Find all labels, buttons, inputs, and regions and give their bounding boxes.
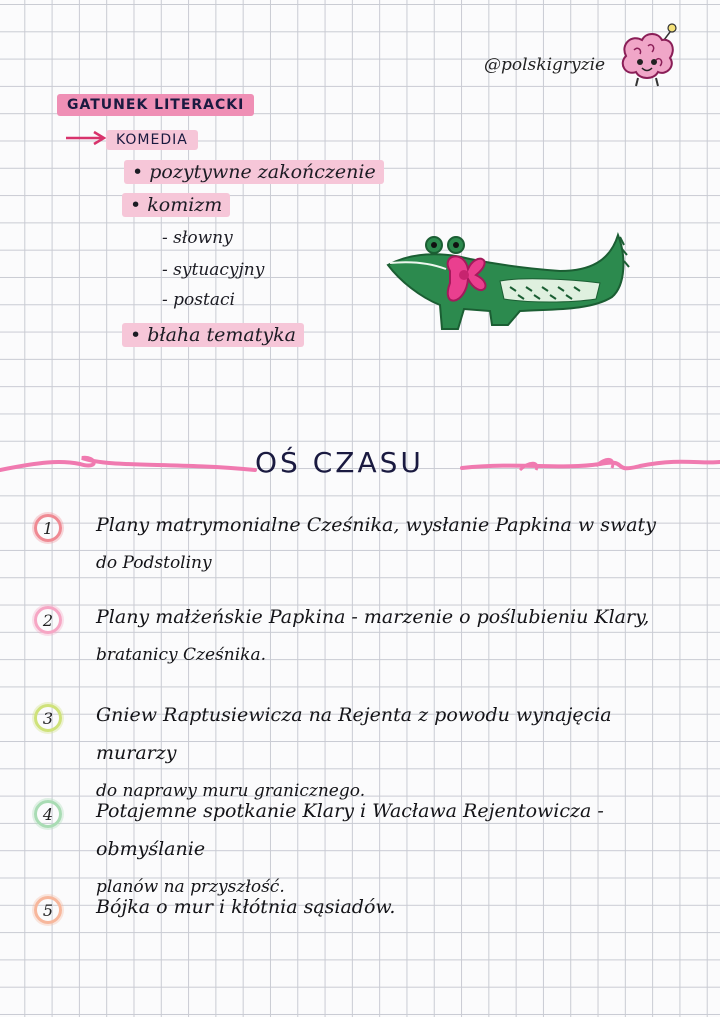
event-text-line: Plany małżeńskie Papkina - marzenie o poślubieniu Klary, bbox=[96, 606, 650, 628]
event-number-badge: 3 bbox=[34, 704, 62, 732]
event-text-line: Plany matrymonialne Cześnika, wysłanie Papkina w swaty bbox=[96, 514, 656, 536]
timeline-title: OŚ CZASU bbox=[255, 446, 424, 479]
bullet-theme: • błaha tematyka bbox=[122, 323, 304, 347]
event-number-badge: 2 bbox=[34, 606, 62, 634]
comedy-type-text: sytuacyjny bbox=[173, 260, 265, 280]
bullet-comedy: • komizm bbox=[122, 193, 230, 217]
bullet-theme-text: błaha tematyka bbox=[147, 324, 296, 346]
timeline-event bbox=[96, 888, 696, 926]
bullet-ending-text: pozytywne zakończenie bbox=[149, 161, 376, 183]
bullet-ending: • pozytywne zakończenie bbox=[124, 160, 384, 184]
event-text-line: bratanicy Cześnika. bbox=[96, 645, 266, 665]
timeline-event bbox=[96, 506, 696, 582]
event-text-line: Bójka o mur i kłótnia sąsiadów. bbox=[96, 896, 396, 918]
comedy-type-text: postaci bbox=[173, 290, 235, 310]
bullet-comedy-text: komizm bbox=[147, 194, 223, 216]
event-text-line: Gniew Raptusiewicza na Rejenta z powodu wynajęcia murarzy bbox=[96, 704, 612, 764]
comedy-type-item: - postaci bbox=[162, 290, 235, 310]
author-handle: @polskigryzie bbox=[484, 55, 606, 75]
comedy-type-item: - sytuacyjny bbox=[162, 260, 265, 280]
event-text-line: do Podstoliny bbox=[96, 553, 212, 573]
event-text-line: planów na przyszłość. bbox=[96, 877, 285, 897]
genre-value: KOMEDIA bbox=[106, 130, 198, 150]
event-text-line: do naprawy muru granicznego. bbox=[96, 781, 366, 801]
comedy-type-item: - słowny bbox=[162, 228, 233, 248]
event-number-badge: 5 bbox=[34, 896, 62, 924]
crocodile-with-bow-illustration bbox=[380, 225, 635, 345]
event-number-badge: 4 bbox=[34, 800, 62, 828]
arrow-right-icon bbox=[64, 130, 108, 146]
timeline-event bbox=[96, 598, 696, 674]
brain-mascot-icon bbox=[612, 20, 682, 90]
comedy-type-text: słowny bbox=[173, 228, 233, 248]
event-text-line: Potajemne spotkanie Klary i Wacława Rejentowicza - obmyślanie bbox=[96, 800, 604, 860]
event-number-badge: 1 bbox=[34, 514, 62, 542]
genre-label: GATUNEK LITERACKI bbox=[57, 94, 254, 116]
